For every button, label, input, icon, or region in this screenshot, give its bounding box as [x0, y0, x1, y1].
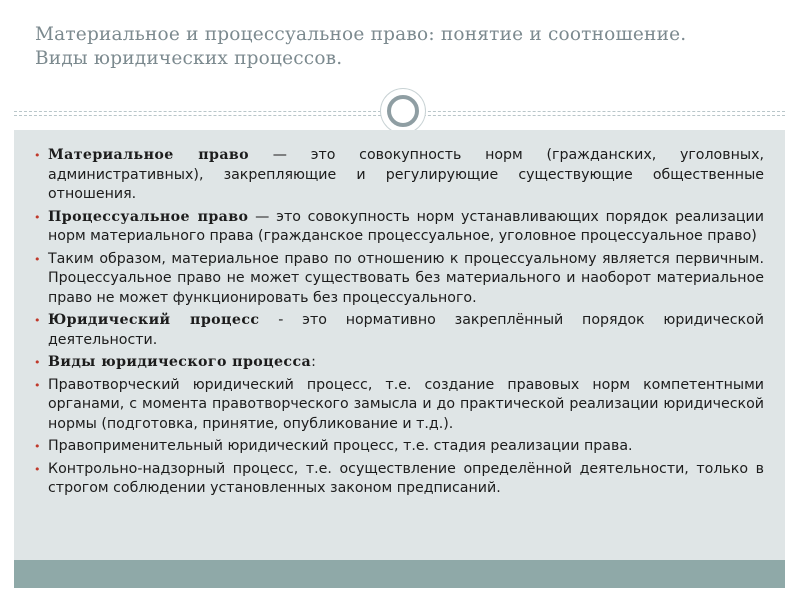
list-item [34, 460, 764, 499]
item-text: Таким образом, материальное право по отношению к процессуальному является первичным. Процессуальное право не может существовать без материального и наоборот материальное право не может функционировать без процессуального. [48, 250, 764, 306]
slide-title [35, 23, 765, 71]
item-text: : [311, 354, 316, 370]
bullet-icon: • [34, 356, 41, 369]
bottom-bar [14, 560, 785, 588]
item-term: Юридический процесс [48, 312, 260, 328]
bullet-icon: • [34, 210, 41, 224]
item-term: Процессуальное право [48, 208, 249, 225]
list-item [34, 311, 764, 350]
divider-circle-icon [381, 89, 425, 133]
list-item [34, 250, 764, 309]
item-text: - это нормативно закреплённый порядок юридической деятельности. [48, 312, 764, 348]
bullet-icon: • [34, 378, 41, 392]
item-text: Правотворческий юридический процесс, т.е. создание правовых норм компетентными органами, с момента правотворческого замысла и до практической реализации юридической нормы (подготовка, принятие, опубликование и т.д.). [48, 376, 764, 432]
bullet-icon: • [34, 252, 41, 266]
item-term: Виды юридического процесса [48, 354, 312, 370]
slide-title-line-1: Материальное и процессуальное право: понятие и соотношение. [35, 24, 687, 45]
bullet-icon: • [34, 462, 41, 476]
list-item [34, 376, 764, 435]
list-item [34, 208, 764, 247]
item-text: — это совокупность норм (гражданских, уголовных, административных), закрепляющие и регулирующие существующие общественные отношения. [48, 147, 764, 202]
list-item [34, 353, 764, 373]
bullet-icon: • [34, 314, 41, 327]
bullet-list [34, 146, 764, 502]
bullet-icon: • [34, 440, 41, 453]
bullet-icon: • [34, 149, 41, 162]
item-text: Контрольно-надзорный процесс, т.е. осуществление определённой деятельности, только в строгом соблюдении установленных законом предписаний. [48, 460, 764, 496]
divider-circle-ring [387, 95, 419, 127]
content-panel [14, 130, 785, 560]
item-text: Правоприменительный юридический процесс, т.е. стадия реализации права. [48, 438, 633, 454]
slide-title-line-2: Виды юридических процессов. [35, 48, 343, 69]
slide [14, 11, 785, 588]
item-term: Материальное право [48, 147, 250, 163]
item-text: — это совокупность норм устанавливающих порядок реализации норм материального права (гражданское процессуальное, уголовное процессуальное право) [48, 208, 764, 244]
list-item [34, 146, 764, 205]
list-item [34, 437, 764, 457]
